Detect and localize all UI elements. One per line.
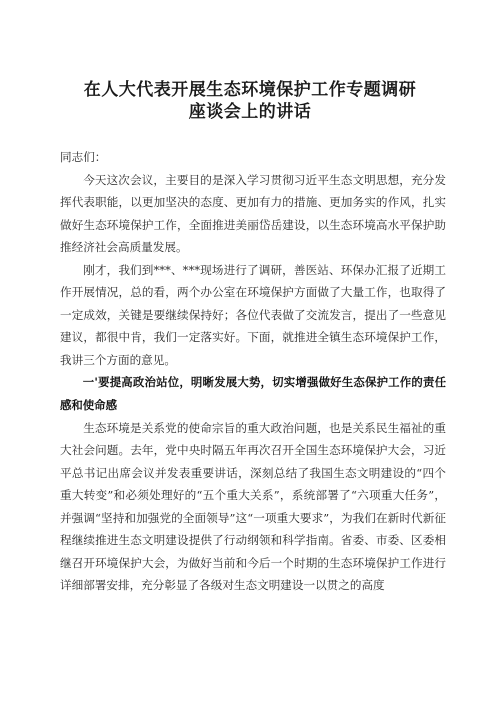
- document-title-line-1: 在人大代表开展生态环境保护工作专题调研: [83, 80, 417, 100]
- body-paragraph-2: 刚才，我们到***、***现场进行了调研，善医站、环保办汇报了近期工作开展情况，总的看，两个办公室在环境保护方面做了大量工作，也取得了一定成效，关键是要继续保持好；各位代表做了交流发言，提出了一些意见建议，都很中肯，我们一定落实好。下面，就推进全镇生态环境保护工作，我讲三个方面的意见。: [60, 262, 446, 367]
- body-paragraph-1: 今天这次会议，主要目的是深入学习贯彻习近平生态文明思想，充分发挥代表职能，以更加坚决的态度、更加有力的措施、更加务实的作风，扎实做好生态环境保护工作，全面推进美丽岱岳建设，以生态环境高水平保护助推经济社会高质量发展。: [60, 172, 446, 255]
- section-paragraph-1: 生态环境是关系党的使命宗旨的重大政治问题，也是关系民生福祉的重大社会问题。去年，党中央时隔五年再次召开全国生态环境保护大会，习近平总书记出席会议并发表重要讲话，深刻总结了我国生态文明建设的“四个重大转变”和必须处理好的“五个重大关系”，系统部署了“六项重大任务”，并强调“坚持和加强党的全面领导”这“一项重大要求”，为我们在新时代新征程继续推进生态文明建设提供了行动纲领和科学指南。省委、市委、区委相继召开环境保护大会，为做好当前和今后一个时期的生态环境保护工作进行详细部署安排，充分彰显了各级对生态文明建设一以贯之的高度: [60, 420, 446, 593]
- salutation: 同志们：: [60, 150, 107, 164]
- document-body: [60, 146, 446, 597]
- document-title-line-2: 座谈会上的讲话: [188, 102, 312, 122]
- section-heading-1: 一'要提高政治站位，明晰发展大势，切实增强做好生态保护工作的责任感和使命感: [60, 375, 446, 413]
